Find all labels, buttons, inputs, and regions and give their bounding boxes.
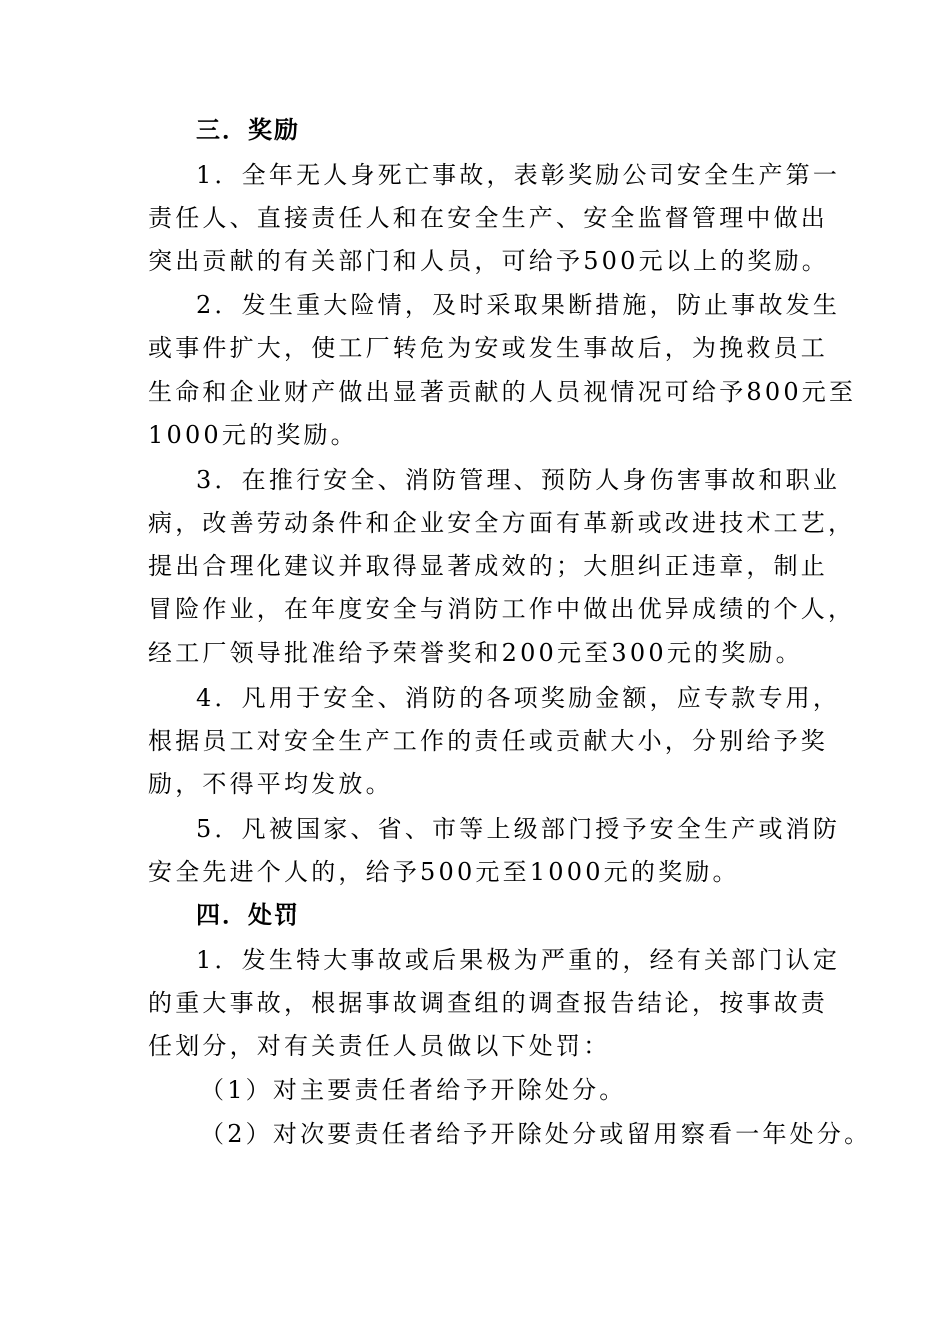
paragraph-line: 提出合理化建议并取得显著成效的；大胆纠正违章，制止 <box>148 552 828 580</box>
paragraph-line: 根据员工对安全生产工作的责任或贡献大小，分别给予奖 <box>148 727 828 755</box>
paragraph-line: 经工厂领导批准给予荣誉奖和200元至300元的奖励。 <box>148 639 803 667</box>
paragraph-line: 病，改善劳动条件和企业安全方面有革新或改进技术工艺， <box>148 509 856 537</box>
paragraph-line: 3．在推行安全、消防管理、预防人身伤害事故和职业 <box>196 466 841 494</box>
paragraph-line: 2．发生重大险情，及时采取果断措施，防止事故发生 <box>196 291 841 319</box>
paragraph-line: 1．发生特大事故或后果极为严重的，经有关部门认定 <box>196 946 841 974</box>
section-heading-rewards: 三．奖励 <box>196 116 300 144</box>
section-heading-penalties: 四．处罚 <box>196 901 300 929</box>
paragraph-line: 任划分，对有关责任人员做以下处罚： <box>148 1032 611 1060</box>
paragraph-line: 1000元的奖励。 <box>148 421 358 449</box>
paragraph-line: 责任人、直接责任人和在安全生产、安全监督管理中做出 <box>148 204 828 232</box>
paragraph-line: 励，不得平均发放。 <box>148 770 393 798</box>
paragraph-line: 或事件扩大，使工厂转危为安或发生事故后，为挽救员工 <box>148 334 828 362</box>
paragraph-line: 生命和企业财产做出显著贡献的人员视情况可给予800元至 <box>148 378 857 406</box>
paragraph-line: 突出贡献的有关部门和人员，可给予500元以上的奖励。 <box>148 247 830 275</box>
paragraph-line: 安全先进个人的，给予500元至1000元的奖励。 <box>148 858 740 886</box>
paragraph-line: 1．全年无人身死亡事故，表彰奖励公司安全生产第一 <box>196 161 841 189</box>
paragraph-line: 的重大事故，根据事故调查组的调查报告结论，按事故责 <box>148 989 828 1017</box>
paragraph-line: 5．凡被国家、省、市等上级部门授予安全生产或消防 <box>196 815 841 843</box>
sub-item-line: （2）对次要责任者给予开除处分或留用察看一年处分。 <box>200 1120 872 1148</box>
paragraph-line: 4．凡用于安全、消防的各项奖励金额，应专款专用， <box>196 684 841 712</box>
paragraph-line: 冒险作业，在年度安全与消防工作中做出优异成绩的个人， <box>148 595 856 623</box>
sub-item-line: （1）对主要责任者给予开除处分。 <box>200 1076 627 1104</box>
